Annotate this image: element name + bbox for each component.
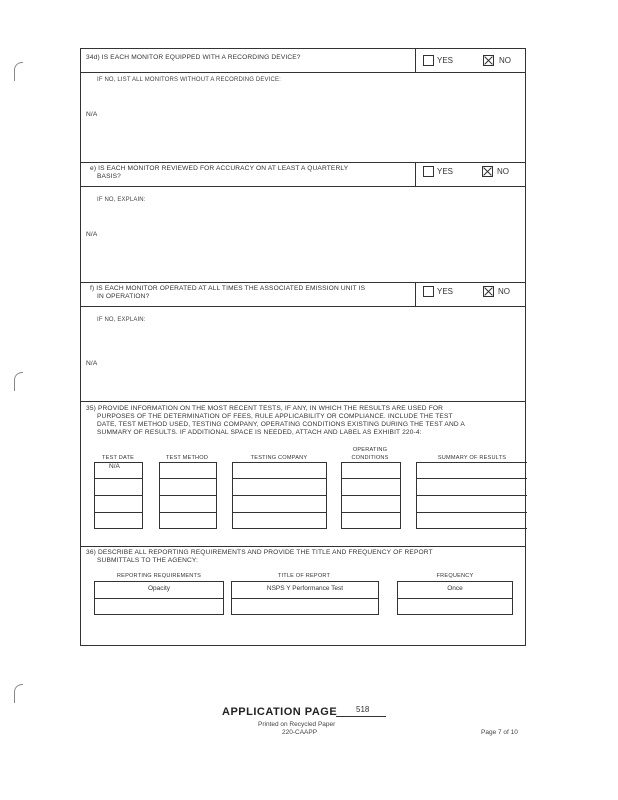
footer-page-of: Page 7 of 10 <box>481 729 518 736</box>
test-date-first-cell: N/A <box>109 463 120 470</box>
question-34f-line1: f) IS EACH MONITOR OPERATED AT ALL TIMES THE ASSOCIATED EMISSION UNIT IS <box>90 285 366 292</box>
question-35-line3: DATE, TEST METHOD USED, TESTING COMPANY, OPERATING CONDITIONS EXISTING DURING THE TEST AND A <box>97 421 465 428</box>
row1-frequency: Once <box>447 585 463 592</box>
question-34f-line2: IN OPERATION? <box>97 293 150 300</box>
question-36-line2: SUBMITTALS TO THE AGENCY: <box>97 557 199 564</box>
label-34d-no: NO <box>499 56 511 65</box>
column-header-reporting-requirements: REPORTING REQUIREMENTS <box>116 573 202 579</box>
label-34f-no: NO <box>498 287 510 296</box>
testing-company-column <box>232 462 327 529</box>
divider <box>81 546 525 547</box>
label-34f-yes: YES <box>437 287 454 296</box>
row1-title: NSPS Y Performance Test <box>266 585 344 592</box>
answer-column-divider <box>415 162 416 186</box>
label-34d-yes: YES <box>437 56 454 65</box>
binder-hole-mark-bottom <box>14 684 23 703</box>
column-header-summary: SUMMARY OF RESULTS <box>437 455 507 461</box>
subquestion-34e: IF NO, EXPLAIN: <box>97 197 146 203</box>
question-35-line2: PURPOSES OF THE DETERMINATION OF FEES, RULE APPLICABILITY OR COMPLIANCE. INCLUDE THE TEST <box>97 413 453 420</box>
operating-conditions-column <box>341 462 401 529</box>
binder-hole-mark-top <box>14 62 23 81</box>
divider <box>81 162 525 163</box>
answer-column-divider <box>415 282 416 306</box>
test-date-column <box>94 462 143 529</box>
divider <box>81 306 525 307</box>
footer-application-page-title: APPLICATION PAGE <box>222 706 338 718</box>
row1-requirement: Opacity <box>147 585 171 592</box>
divider <box>81 186 525 187</box>
question-35-line1: 35) PROVIDE INFORMATION ON THE MOST RECENT TESTS, IF ANY, IN WHICH THE RESULTS ARE USED FOR <box>86 405 444 412</box>
subquestion-34d: IF NO, LIST ALL MONITORS WITHOUT A RECORDING DEVICE: <box>97 77 281 83</box>
column-header-test-method: TEST METHOD <box>165 455 209 461</box>
column-header-frequency: FREQUENCY <box>436 573 474 579</box>
question-36-line1: 36) DESCRIBE ALL REPORTING REQUIREMENTS AND PROVIDE THE TITLE AND FREQUENCY OF REPORT <box>86 549 433 556</box>
checkbox-34d-no[interactable] <box>483 55 494 66</box>
question-35-line4: SUMMARY OF RESULTS. IF ADDITIONAL SPACE IS NEEDED, ATTACH AND LABEL AS EXHIBIT 220-4: <box>97 429 422 436</box>
column-header-operating-2: CONDITIONS <box>351 455 389 461</box>
question-34d: 34d) IS EACH MONITOR EQUIPPED WITH A RECORDING DEVICE? <box>86 54 301 61</box>
answer-34e: N/A <box>86 231 98 238</box>
answer-34d: N/A <box>86 111 98 118</box>
label-34e-yes: YES <box>437 167 454 176</box>
test-method-column <box>159 462 217 529</box>
divider <box>81 72 525 73</box>
title-of-report-column <box>231 581 379 615</box>
footer-page-number-underline <box>336 716 386 717</box>
checkbox-34f-no[interactable] <box>483 286 494 297</box>
column-header-operating-1: OPERATING <box>352 447 388 453</box>
answer-34f: N/A <box>86 360 98 367</box>
checkbox-34d-yes[interactable] <box>423 55 434 66</box>
question-34e-line1: e) IS EACH MONITOR REVIEWED FOR ACCURACY ON AT LEAST A QUARTERLY <box>90 165 349 172</box>
footer-form-code: 220-CAAPP <box>282 729 318 736</box>
footer-printed-note: Printed on Recycled Paper <box>258 721 336 728</box>
footer-page-number: 518 <box>356 705 370 714</box>
answer-column-divider <box>415 49 416 72</box>
column-header-test-date: TEST DATE <box>101 455 135 461</box>
label-34e-no: NO <box>497 167 509 176</box>
checkbox-34f-yes[interactable] <box>423 286 434 297</box>
checkbox-34e-no[interactable] <box>482 166 493 177</box>
checkbox-34e-yes[interactable] <box>423 166 434 177</box>
column-header-testing-company: TESTING COMPANY <box>250 455 308 461</box>
divider <box>81 282 525 283</box>
application-form <box>80 48 526 646</box>
column-header-title-of-report: TITLE OF REPORT <box>277 573 331 579</box>
question-34e-line2: BASIS? <box>97 173 121 180</box>
reporting-requirements-column <box>94 581 224 615</box>
binder-hole-mark-middle <box>14 372 23 391</box>
divider <box>81 401 525 402</box>
frequency-column <box>397 581 513 615</box>
summary-column <box>416 462 527 529</box>
subquestion-34f: IF NO, EXPLAIN: <box>97 317 146 323</box>
